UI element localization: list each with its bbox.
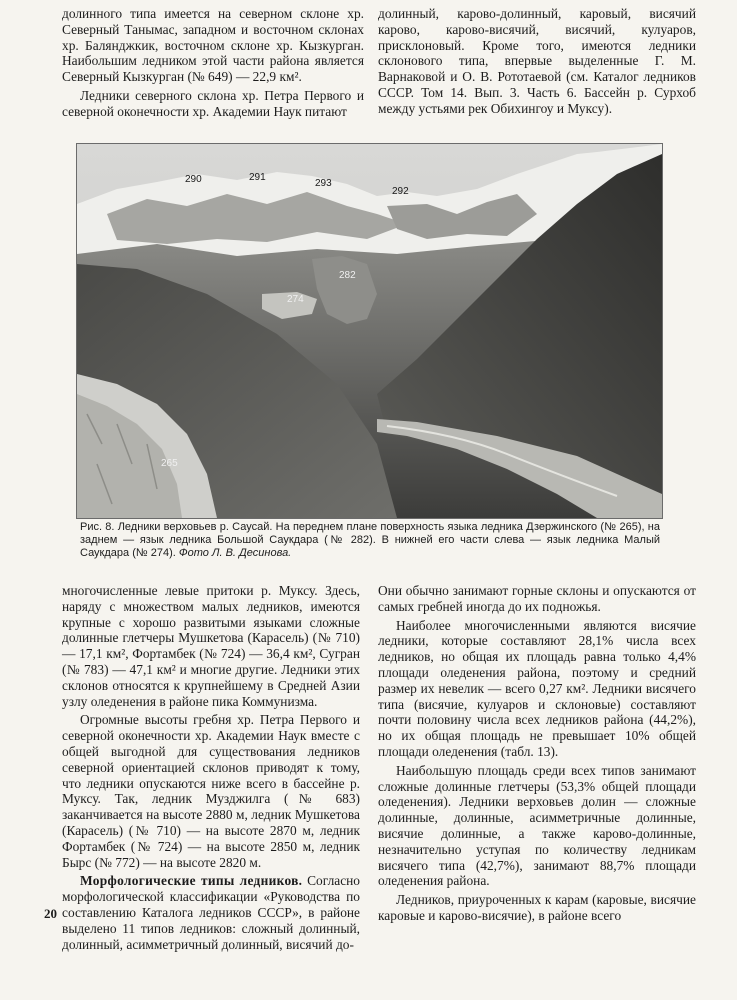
page-number: 20 xyxy=(44,906,57,921)
paragraph: Наибольшую площадь среди всех типов занимают сложные долинные глетчеры (53,3% общей площади оледенения). Ледники верховьев долин — сложные долинные, долинные, асимметричные долинные, висячие долинные, а также карово-долинные, незначительно уступая по количеству ледникам висячего типа (42,7%), занимают 88,7% площади оледенения района. xyxy=(378,762,696,889)
paragraph-text: Согласно морфологической классификации «Руководства по составлению Каталога ледников СССР», в районе выделено 11 типов ледников: сложный долинный, долинный, асимметричный долинный, висячий до- xyxy=(62,873,360,952)
text-column-bottom-left xyxy=(62,583,360,952)
paragraph: Они обычно занимают горные склоны и опускаются от самых гребней иногда до их подножья. xyxy=(378,583,696,614)
text-column-top-right xyxy=(378,6,696,117)
glacier-photo xyxy=(76,143,663,519)
text-column-top-left xyxy=(62,6,364,120)
label-274: 274 xyxy=(287,294,304,305)
paragraph: долинный, карово-долинный, каровый, висячий карово, карово-висячий, висячий, кулуаров, присклоновый. Кроме того, имеются ледники склонового типа, впервые выделенные Г. М. Варнаковой и О. В. Рототаевой (см. Каталог ледников СССР. Том 14. Вып. 3. Часть 6. Бассейн р. Сурхоб между устьями рек Обихингоу и Муксу). xyxy=(378,6,696,116)
label-292: 292 xyxy=(392,186,409,197)
label-265: 265 xyxy=(161,458,178,469)
photo-credit: Фото Л. В. Десинова. xyxy=(178,547,292,559)
paragraph: многочисленные левые притоки р. Муксу. Здесь, наряду с множеством малых ледников, имеются крупные с хорошо развитыми языками сложные долинные глетчеры Мушкетова (Карасель) (№ 710) — 17,1 км², Фортамбек (№ 724) — 36,4 км², Сугран (№ 783) — 47,1 км² и многие другие. Ледники этих склонов относятся к крупнейшему в Средней Азии узлу оледенения в районе пика Коммунизма. xyxy=(62,583,360,709)
section-heading: Морфологические типы ледников. xyxy=(80,873,303,889)
paragraph: Огромные высоты гребня хр. Петра Первого и северной оконечности хр. Академии Наук вместе с общей выгодной для существования ледников северной ориентацией склонов приводят к тому, что ледники опускаются ниже всего в бассейне р. Муксу. Так, ледник Музджилга (№ 683) заканчивается на высоте 2880 м, ледник Мушкетова (Карасель) (№ 710) — на высоте 2870 м, ледник Фортамбек (№ 724) — на высоте 2850 м, ледник Бырс (№ 772) — на высоте 2820 м. xyxy=(62,712,360,870)
figure-caption xyxy=(80,521,660,560)
paragraph xyxy=(62,873,360,952)
label-282: 282 xyxy=(339,270,356,281)
caption-text: Рис. 8. Ледники верховьев р. Саусай. На переднем плане поверхность языка ледника Дзержинского (№ 265), на заднем — язык ледника Большой Саукдара (№ 282). В нижней его части слева — язык ледника Малый Саукдара (№ 274). xyxy=(80,521,660,559)
label-293: 293 xyxy=(315,178,332,189)
text-column-bottom-right xyxy=(378,583,696,924)
paragraph: Ледников, приуроченных к карам (каровые, висячие каровые и карово-висячие), в районе всего xyxy=(378,892,696,923)
label-290: 290 xyxy=(185,174,202,185)
label-291: 291 xyxy=(249,172,266,183)
paragraph: Ледники северного склона хр. Петра Первого и северной оконечности хр. Академии Наук питают xyxy=(62,87,364,119)
paragraph: Наиболее многочисленными являются висячие ледники, которые составляют 28,1% числа всех ледников, но общая их площадь равна только 4,4% площади оледенения района, поэтому и средний размер их невелик — всего 0,27 км². Ледники висячего типа (висячие, кулуаров и склоновые) составляют почти половину числа всех ледников района (44,2%), но их общая площадь не превышает 10% общей площади оледенения (табл. 13). xyxy=(378,617,696,759)
paragraph: долинного типа имеется на северном склоне хр. Северный Танымас, западном и восточном склонах хр. Балянджкик, восточном склоне хр. Кызкурган. Наибольшим ледником этой части района является Северный Кызкурган (№ 649) — 22,9 км². xyxy=(62,6,364,85)
